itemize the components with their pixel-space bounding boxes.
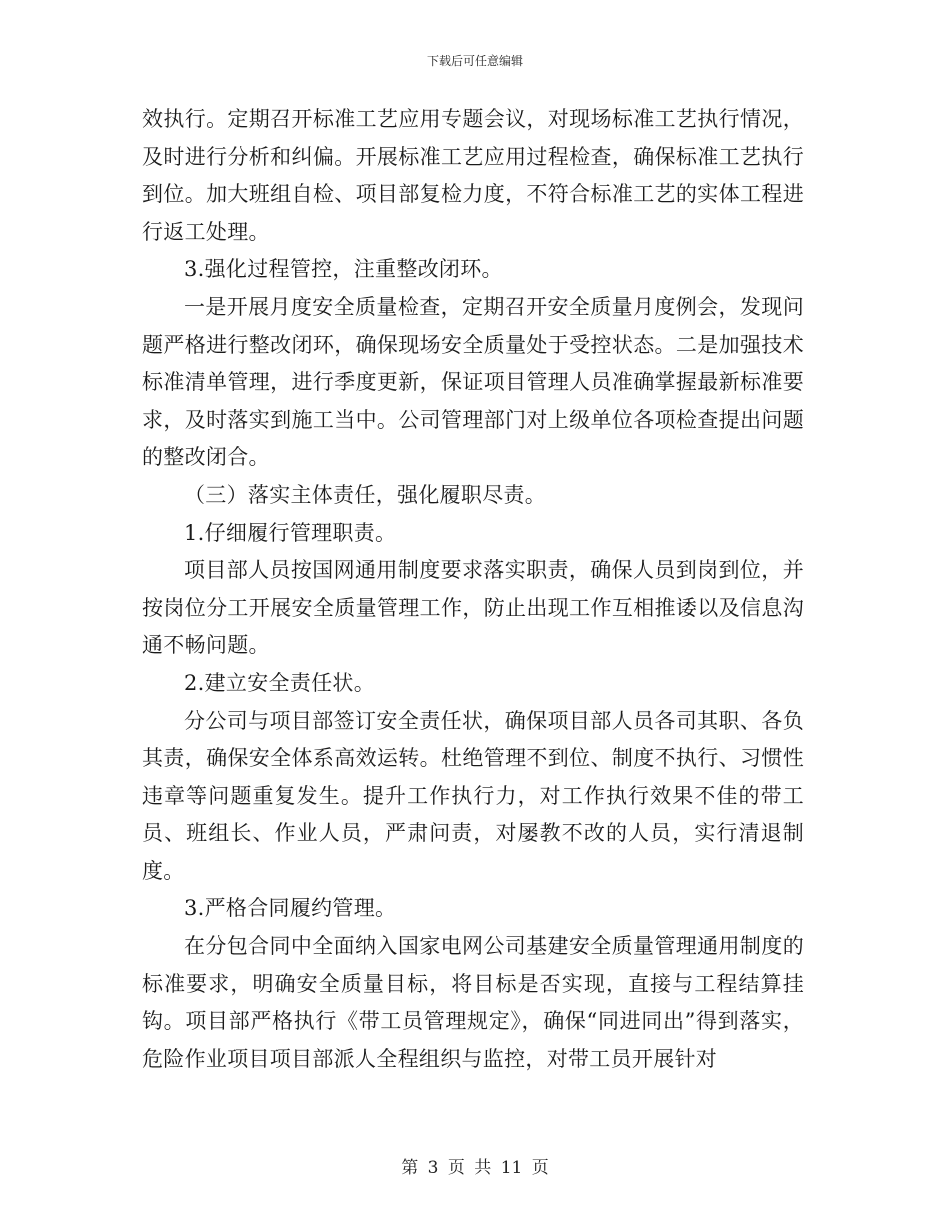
heading-management-duties: 1.仔细履行管理职责。 xyxy=(184,520,397,545)
paragraph-continuation: 效执行。定期召开标准工艺应用专题会议，对现场标准工艺执行情况，及时进行分析和纠偏。开展标准工艺应用过程检查，确保标准工艺执行到位。加大班组自检、项目部复检力度，不符合标准工艺的实体工程进行返工处理。 xyxy=(142,107,804,244)
page-header: 下载后可任意编辑 xyxy=(426,54,523,68)
paragraph-subcontract: 在分包合同中全面纳入国家电网公司基建安全质量管理通用制度的标准要求，明确安全质量目标，将目标是否实现，直接与工程结算挂钩。项目部严格执行《带工员管理规定》，确保“同进同出”得到落实，危险作业项目项目部派人全程组织与监控，对带工员开展针对 xyxy=(142,934,804,1071)
heading-contract-management: 3.严格合同履约管理。 xyxy=(184,896,397,921)
document-body xyxy=(142,101,804,1078)
heading-main-responsibility: （三）落实主体责任，强化履职尽责。 xyxy=(184,482,547,507)
paragraph-safety-contract: 分公司与项目部签订安全责任状，确保项目部人员各司其职、各负其责，确保安全体系高效运转。杜绝管理不到位、制度不执行、习惯性违章等问题重复发生。提升工作执行力，对工作执行效果不佳的带工员、班组长、作业人员，严肃问责，对屡教不改的人员，实行清退制度。 xyxy=(142,708,804,883)
paragraph-monthly-inspection: 一是开展月度安全质量检查，定期召开安全质量月度例会，发现问题严格进行整改闭环，确保现场安全质量处于受控状态。二是加强技术标准清单管理，进行季度更新，保证项目管理人员准确掌握最新标准要求，及时落实到施工当中。公司管理部门对上级单位各项检查提出问题的整改闭合。 xyxy=(142,294,804,470)
heading-process-control: 3.强化过程管控，注重整改闭环。 xyxy=(184,257,503,282)
heading-safety-responsibility: 2.建立安全责任状。 xyxy=(184,670,376,695)
paragraph-project-staff: 项目部人员按国网通用制度要求落实职责，确保人员到岗到位，并按岗位分工开展安全质量管理工作，防止出现工作互相推诿以及信息沟通不畅问题。 xyxy=(142,558,804,658)
page-number: 第 3 页 共 11 页 xyxy=(401,1158,549,1178)
